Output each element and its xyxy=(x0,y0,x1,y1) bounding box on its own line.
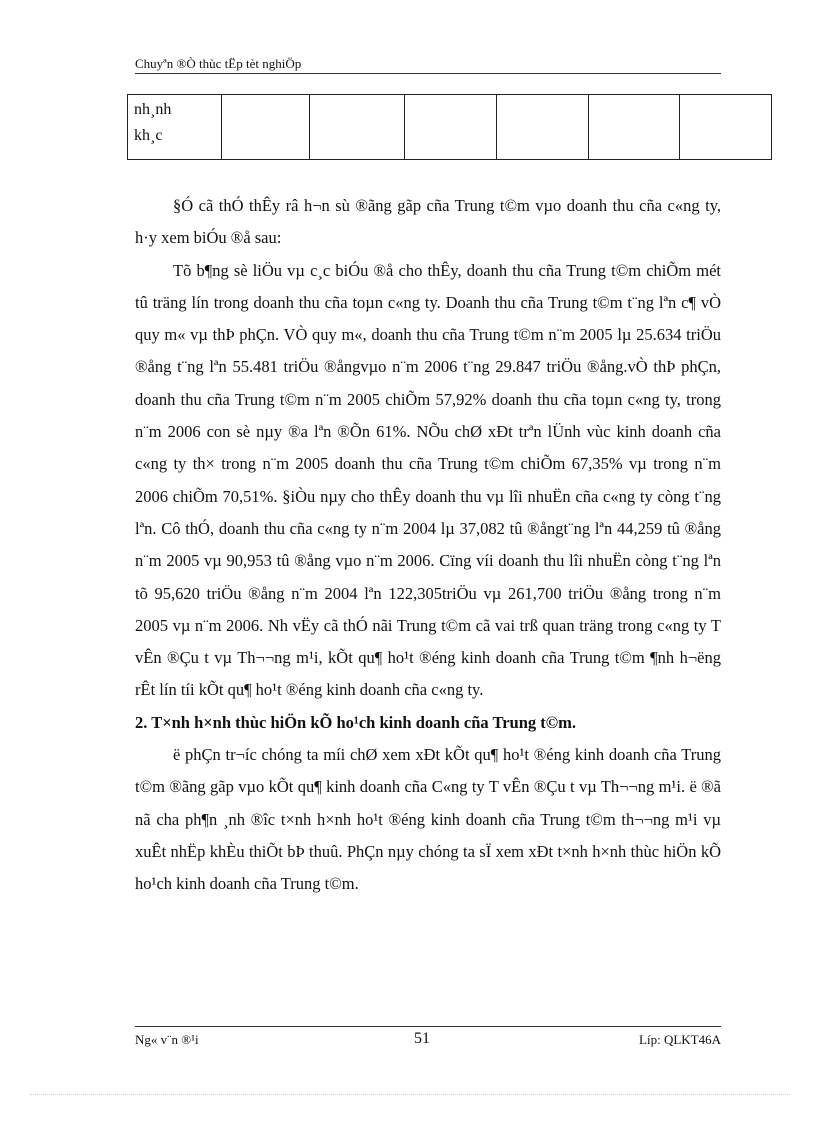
row-label-cell xyxy=(128,95,222,160)
row-label-line-2: kh¸c xyxy=(134,127,163,144)
table-cell xyxy=(309,95,405,160)
paragraph-section: ë phÇn tr¬íc chóng ta míi chØ xem xÐt kÕt qu¶ ho¹t ®éng kinh doanh cña Trung t©m ®ãng gãp vµo kÕt qu¶ kinh doanh cña C«ng ty T vÊn ®Çu t vµ Th¬¬ng m¹i. ë ®ã nã cha ph¶n ¸nh ®îc t×nh h×nh ho¹t ®éng kinh doanh cña Trung t©m th¬¬ng m¹i vµ xuÊt nhËp khÈu thiÕt bÞ thuû. PhÇn nµy chóng ta sÏ xem xÐt t×nh h×nh thùc hiÖn kÕ ho¹ch kinh doanh cña Trung t©m. xyxy=(135,745,721,894)
table-cell xyxy=(222,95,310,160)
table-row xyxy=(128,95,772,160)
footer-rule xyxy=(135,1026,721,1027)
page-header: Chuyªn ®Ò thùc tËp tèt nghiÖp xyxy=(135,56,302,71)
data-table-fragment xyxy=(127,94,772,160)
table-cell xyxy=(680,95,772,160)
row-label-line-1: nh¸nh xyxy=(134,101,172,118)
paragraph-intro: §Ó cã thÓ thÊy râ h¬n sù ®ãng gãp cña Trung t©m vµo doanh thu cña c«ng ty, h·y xem biÓu ®å sau: xyxy=(135,196,721,248)
paragraph-analysis: Tõ b¶ng sè liÖu vµ c¸c biÓu ®å cho thÊy, doanh thu cña Trung t©m chiÕm mét tû träng lín trong doanh thu cña toµn c«ng ty. Doanh thu cña Trung t©m t¨ng lªn c¶ vÒ quy m« vµ thÞ phÇn. VÒ quy m«, doanh thu cña Trung t©m n¨m 2005 lµ 25.634 triÖu ®ång t¨ng lªn 55.481 triÖu ®ångvµo n¨m 2006 t¨ng 29.847 triÖu ®ång.vÒ thÞ phÇn, doanh thu cña Trung t©m n¨m 2005 chiÕm 57,92% doanh thu cña toµn c«ng ty, trong n¨m 2006 con sè nµy ®a lªn ®Õn 61%. NÕu chØ xÐt trªn lÜnh vùc kinh doanh cña c«ng ty th× trong n¨m 2005 doanh thu cña Trung t©m chiÕm 67,35% vµ trong n¨m 2006 chiÕm 70,51%. §iÒu nµy cho thÊy doanh thu vµ lîi nhuËn cña c«ng ty còng t¨ng lªn. Cô thÓ, doanh thu cña c«ng ty n¨m 2004 lµ 37,082 tû ®ångt¨ng lªn 44,259 tû ®ång n¨m 2005 vµ 90,953 tû ®ång vµo n¨m 2006. Cïng víi doanh thu lîi nhuËn còng t¨ng lªn tõ 95,620 triÖu ®ång n¨m 2004 lªn 122,305triÖu vµ 261,700 triÖu ®ång trong n¨m 2005 vµ n¨m 2006. Nh vËy cã thÓ nãi Trung t©m cã vai trß quan träng trong c«ng ty T vÊn ®Çu t vµ Th¬¬ng m¹i, kÕt qu¶ ho¹t ®éng kinh doanh cña Trung t©m ¶nh h¬ëng rÊt lín tíi kÕt qu¶ ho¹t ®éng kinh doanh cña c«ng ty. xyxy=(135,260,721,700)
table-cell xyxy=(588,95,680,160)
table-cell xyxy=(497,95,589,160)
footer-class: Líp: QLKT46A xyxy=(639,1032,721,1047)
page-number: 51 xyxy=(414,1030,430,1047)
section-heading: 2. T×nh h×nh thùc hiÖn kÕ ho¹ch kinh doanh cña Trung t©m. xyxy=(135,712,576,732)
footer-author: Ng« v¨n ®¹i xyxy=(135,1032,199,1047)
table-cell xyxy=(405,95,497,160)
header-rule xyxy=(135,73,721,74)
page-edge-divider xyxy=(30,1094,790,1095)
body-text xyxy=(135,190,721,901)
